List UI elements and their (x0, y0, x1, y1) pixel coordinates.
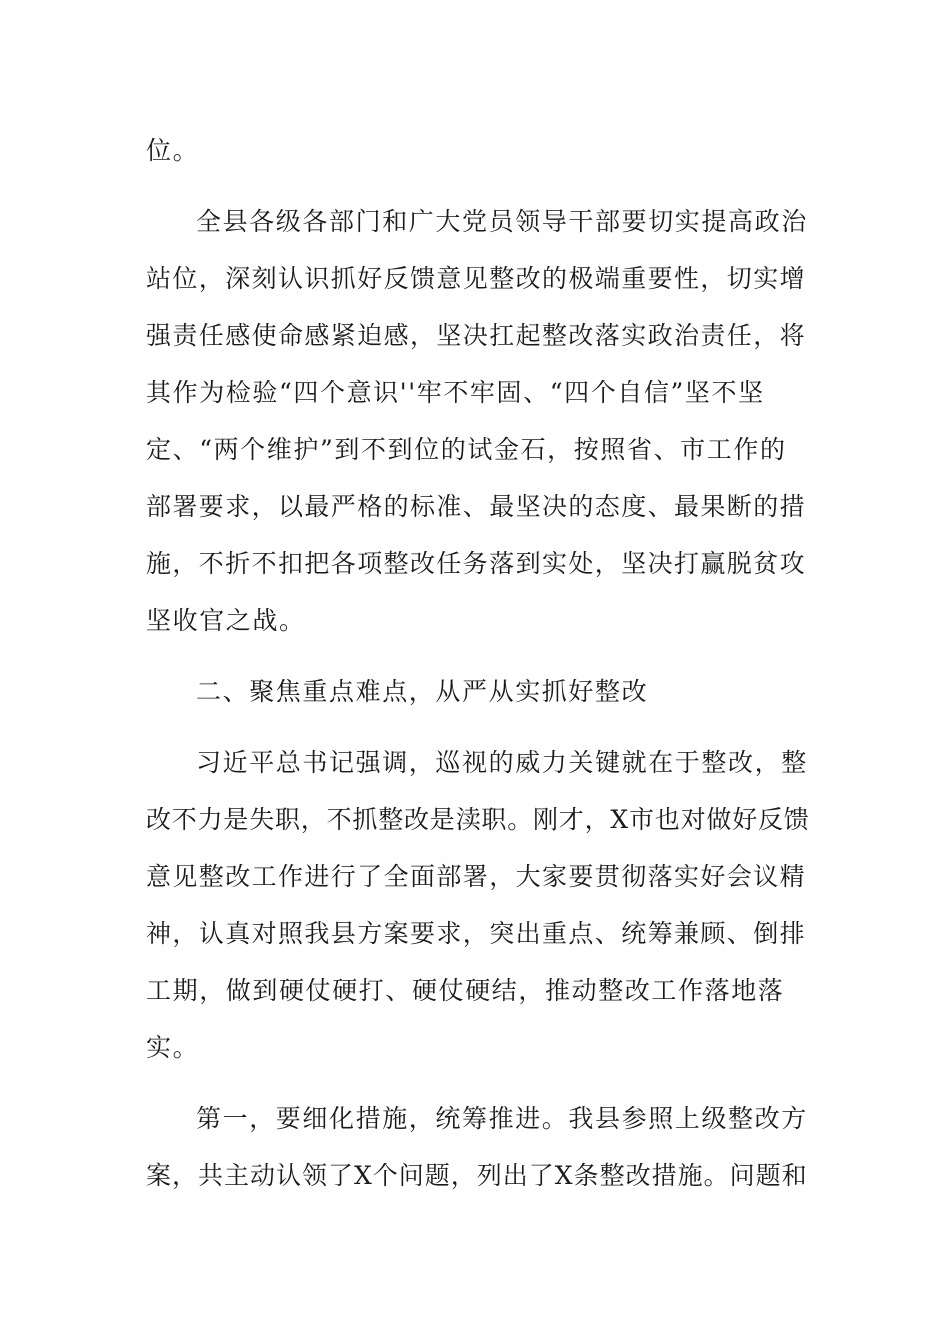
text-line: 案，共主动认领了X个问题，列出了X条整改措施。问题和 (146, 1161, 808, 1190)
text-line: 位。 (146, 136, 200, 165)
text-line: 站位，深刻认识抓好反馈意见整改的极端重要性，切实增 (146, 264, 807, 293)
text-line: 定、“两个维护”到不到位的试金石，按照省、市工作的 (146, 435, 787, 464)
section-heading: 二、聚焦重点难点，从严从实抓好整改 (196, 677, 649, 706)
paragraph-first-line: 第一，要细化措施，统筹推进。我县参照上级整改方 (196, 1104, 808, 1133)
paragraph-first-line: 全县各级各部门和广大党员领导干部要切实提高政治 (196, 207, 808, 236)
text-line: 强责任感使命感紧迫感，坚决扛起整改落实政治责任，将 (146, 321, 807, 350)
text-line: 神，认真对照我县方案要求，突出重点、统筹兼顾、倒排 (146, 919, 807, 948)
text-line: 施，不折不扣把各项整改任务落到实处，坚决打赢脱贫攻 (146, 549, 807, 578)
text-line: 坚收官之战。 (146, 606, 306, 635)
paragraph-first-line: 习近平总书记强调，巡视的威力关键就在于整改，整 (196, 748, 808, 777)
text-line: 工期，做到硬仗硬打、硬仗硬结，推动整改工作落地落 (146, 976, 785, 1005)
text-line: 其作为检验“四个意识''牢不牢固、“四个自信”坚不坚 (146, 378, 765, 407)
text-line: 部署要求，以最严格的标准、最坚决的态度、最果断的措 (146, 492, 807, 521)
text-line: 意见整改工作进行了全面部署，大家要贯彻落实好会议精 (146, 862, 807, 891)
text-line: 改不力是失职，不抓整改是渎职。刚才，X市也对做好反馈 (146, 805, 810, 834)
text-line: 实。 (146, 1033, 200, 1062)
